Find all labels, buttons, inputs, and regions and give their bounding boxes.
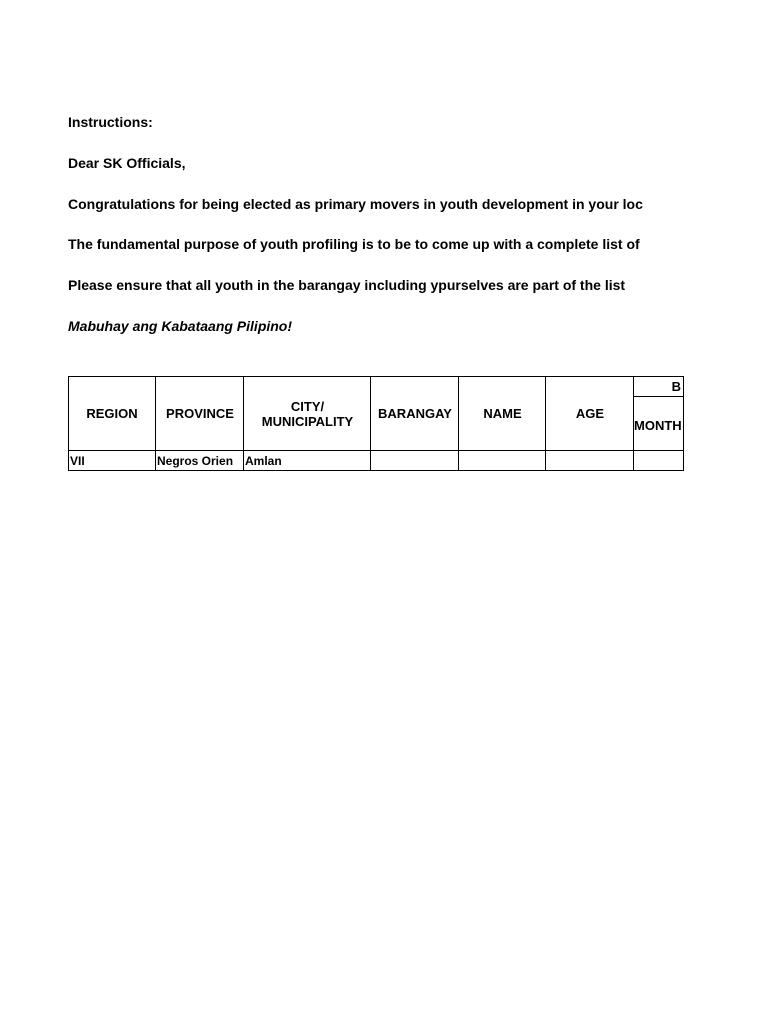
cell-month[interactable] — [633, 452, 683, 470]
header-month: MONTH — [634, 417, 682, 433]
cell-province[interactable]: Negros Orien — [157, 454, 234, 468]
salutation-text: Dear SK Officials, — [68, 155, 186, 171]
congratulations-text: Congratulations for being elected as primary movers in youth development in your loc — [68, 196, 643, 212]
header-name: NAME — [483, 406, 522, 421]
cell-barangay[interactable] — [370, 452, 458, 470]
instructions-heading: Instructions: — [68, 114, 153, 130]
header-bottom-border — [68, 450, 684, 451]
header-birth-group: B — [671, 379, 681, 394]
purpose-text: The fundamental purpose of youth profiling is to be to come up with a complete list of — [68, 236, 640, 252]
header-city-line2: MUNICIPALITY — [261, 413, 354, 429]
header-barangay: BARANGAY — [378, 406, 452, 421]
ensure-text: Please ensure that all youth in the barangay including ypurselves are part of the list — [68, 277, 626, 293]
cell-name[interactable] — [458, 452, 546, 470]
cell-city[interactable]: Amlan — [245, 454, 282, 468]
header-city-municipality — [244, 377, 371, 450]
col-border-7 — [683, 376, 684, 471]
header-province: PROVINCE — [166, 406, 234, 421]
table-bottom-border — [68, 470, 684, 471]
sheet-viewport — [68, 0, 684, 1024]
header-age: AGE — [575, 406, 605, 421]
cell-region[interactable]: VII — [70, 454, 85, 468]
header-city-line1: CITY/ — [290, 398, 325, 414]
header-region: REGION — [86, 406, 138, 421]
cell-age[interactable] — [545, 452, 633, 470]
closing-text: Mabuhay ang Kabataang Pilipino! — [68, 318, 293, 334]
